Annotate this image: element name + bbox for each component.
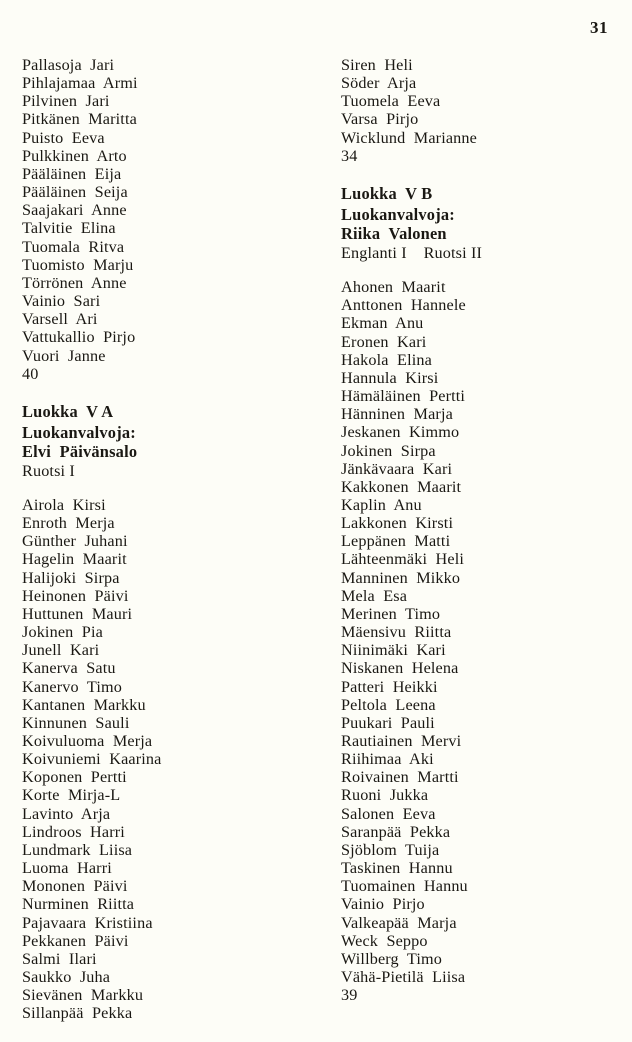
list-item: Anttonen Hannele [341, 296, 466, 315]
list-item: Vähä-Pietilä Liisa [341, 968, 466, 987]
list-item: Kantanen Markku [22, 695, 146, 714]
list-item: Merinen Timo [341, 604, 441, 623]
list-item: Pallasoja Jari [22, 56, 115, 74]
list-item: Korte Mirja-L [22, 786, 121, 805]
list-item: Mela Esa [341, 586, 408, 605]
list-item: Koivuluoma Merja [22, 732, 153, 750]
list-item: Weck Seppo [341, 931, 428, 950]
list-item: Lindroos Harri [22, 822, 125, 841]
list-item: Pihlajamaa Armi [22, 74, 138, 93]
list-item: Saukko Juha [22, 968, 111, 987]
list-item: Puisto Eeva [22, 128, 105, 147]
list-item: Saajakari Anne [22, 201, 127, 220]
list-item: Pajavaara Kristiina [22, 913, 153, 932]
list-item: Günther Juhani [22, 532, 128, 551]
list-item: Huttunen Mauri [22, 604, 133, 623]
left-continued-count: 40 [22, 364, 39, 383]
list-item: Junell Kari [22, 641, 100, 660]
class-va-name-list [22, 496, 322, 1023]
list-item: Manninen Mikko [341, 568, 461, 587]
list-item: Nurminen Riitta [22, 895, 135, 914]
list-item: Puukari Pauli [341, 713, 435, 732]
list-item: Salmi Ilari [22, 949, 97, 968]
list-item: Hannula Kirsi [341, 368, 439, 387]
list-item: Söder Arja [341, 74, 417, 93]
page-number: 31 [590, 18, 608, 37]
list-item: Riihimaa Aki [341, 750, 434, 769]
right-continued-count: 34 [341, 146, 358, 165]
class-block-va [22, 402, 322, 1023]
list-item: Airola Kirsi [22, 495, 106, 514]
list-item: Lavinto Arja [22, 804, 111, 823]
list-item: Willberg Timo [341, 949, 442, 968]
supervisor-name-vb: Riika Valonen [341, 223, 447, 243]
list-item: Hagelin Maarit [22, 550, 127, 569]
class-title-vb: Luokka V B [341, 183, 433, 203]
list-item: Pilvinen Jari [22, 92, 110, 111]
list-item: Saranpää Pekka [341, 822, 451, 841]
list-item: Kinnunen Sauli [22, 713, 130, 732]
left-continued-name-list [22, 56, 322, 365]
list-item: Hämäläinen Pertti [341, 387, 466, 406]
list-item: Pitkänen Maritta [22, 110, 137, 129]
list-item: Jänkävaara Kari [341, 459, 453, 478]
list-item: Lakkonen Kirsti [341, 514, 454, 533]
list-item: Sievänen Markku [22, 986, 144, 1005]
list-item: Lundmark Liisa [22, 840, 133, 859]
list-item: Kanerva Satu [22, 659, 116, 678]
list-item: Leppänen Matti [341, 532, 451, 551]
list-item: Jeskanen Kimmo [341, 423, 460, 442]
list-item: Halijoki Sirpa [22, 568, 120, 587]
list-item: Kaplin Anu [341, 495, 422, 514]
list-item: Kakkonen Maarit [341, 477, 462, 496]
list-item: Törrönen Anne [22, 273, 127, 292]
class-vb-name-list [341, 278, 626, 986]
list-item: Patteri Heikki [341, 677, 438, 696]
list-item: Mäensivu Riitta [341, 623, 452, 642]
list-item: Peltola Leena [341, 695, 436, 714]
list-item: Koponen Pertti [22, 768, 127, 787]
list-item: Ruoni Jukka [341, 786, 429, 805]
list-item: Mononen Päivi [22, 877, 128, 896]
list-item: Pääläinen Eija [22, 164, 122, 183]
right-continued-name-list [341, 56, 626, 147]
list-item: Varsell Ari [22, 310, 98, 329]
list-item: Salonen Eeva [341, 804, 436, 823]
list-item: Tuomisto Marju [22, 255, 134, 274]
list-item: Valkeapää Marja [341, 913, 457, 932]
languages-va: Ruotsi I [22, 461, 75, 480]
list-item: Hakola Elina [341, 350, 432, 369]
list-item: Sillanpää Pekka [22, 1004, 133, 1023]
list-item: Jokinen Sirpa [341, 441, 436, 460]
list-item: Hänninen Marja [341, 405, 453, 424]
supervisor-name-va: Elvi Päivänsalo [22, 441, 138, 461]
languages-vb: Englanti I Ruotsi II [341, 243, 483, 262]
right-column [341, 56, 626, 1004]
class-vb-count: 39 [341, 986, 358, 1005]
list-item: Tuomela Eeva [341, 92, 441, 111]
list-item: Ahonen Maarit [341, 278, 446, 297]
class-title-va: Luokka V A [22, 401, 114, 421]
list-item: Niskanen Helena [341, 659, 459, 678]
list-item: Vattukallio Pirjo [22, 328, 136, 347]
list-item: Sjöblom Tuija [341, 840, 440, 859]
list-item: Pääläinen Seija [22, 183, 128, 202]
supervisor-label-va: Luokanvalvoja: [22, 422, 136, 442]
list-item: Rautiainen Mervi [341, 732, 462, 750]
list-item: Tuomainen Hannu [341, 877, 468, 896]
list-item: Eronen Kari [341, 332, 427, 351]
list-item: Vainio Sari [22, 292, 101, 311]
list-item: Varsa Pirjo [341, 110, 419, 129]
left-column [22, 56, 322, 1023]
supervisor-label-vb: Luokanvalvoja: [341, 204, 455, 224]
list-item: Taskinen Hannu [341, 859, 453, 878]
list-item: Tuomala Ritva [22, 237, 125, 256]
list-item: Kanervo Timo [22, 677, 122, 696]
list-item: Lähteenmäki Heli [341, 550, 465, 569]
list-item: Roivainen Martti [341, 768, 459, 787]
list-item: Pekkanen Päivi [22, 931, 129, 950]
class-block-vb [341, 184, 626, 1004]
list-item: Pulkkinen Arto [22, 146, 127, 165]
list-item: Vuori Janne [22, 346, 106, 365]
list-item: Vainio Pirjo [341, 895, 425, 914]
list-item: Luoma Harri [22, 859, 112, 878]
list-item: Talvitie Elina [22, 219, 116, 238]
list-item: Siren Heli [341, 56, 413, 74]
list-item: Wicklund Marianne [341, 128, 478, 147]
list-item: Koivuniemi Kaarina [22, 750, 162, 769]
list-item: Enroth Merja [22, 514, 115, 533]
list-item: Niinimäki Kari [341, 641, 446, 660]
list-item: Ekman Anu [341, 314, 424, 333]
list-item: Jokinen Pia [22, 623, 103, 642]
list-item: Heinonen Päivi [22, 586, 129, 605]
